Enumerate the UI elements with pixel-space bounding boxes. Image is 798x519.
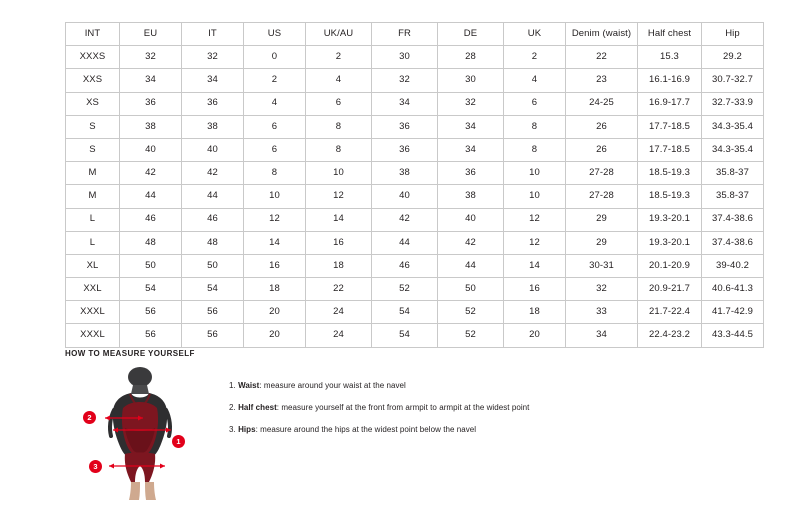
table-row	[66, 92, 764, 115]
column-header-int: INT	[66, 23, 120, 46]
marker-3-hips: 3	[89, 460, 102, 473]
cell-denim: 29	[566, 231, 638, 254]
cell-uk-au: 12	[306, 185, 372, 208]
instruction-term: Hips	[238, 425, 256, 435]
cell-half-chest: 19.3-20.1	[638, 208, 702, 231]
cell-denim: 27-28	[566, 185, 638, 208]
cell-it: 48	[182, 231, 244, 254]
cell-us: 18	[244, 278, 306, 301]
cell-hip: 35.8-37	[702, 185, 764, 208]
cell-fr: 54	[372, 324, 438, 347]
size-chart-table	[65, 22, 764, 348]
cell-eu: 42	[120, 162, 182, 185]
cell-fr: 44	[372, 231, 438, 254]
cell-fr: 42	[372, 208, 438, 231]
cell-de: 40	[438, 208, 504, 231]
table-row	[66, 254, 764, 277]
instruction-text: : measure around your waist at the navel	[259, 381, 406, 390]
cell-de: 50	[438, 278, 504, 301]
cell-half-chest: 17.7-18.5	[638, 115, 702, 138]
cell-fr: 32	[372, 69, 438, 92]
cell-uk: 20	[504, 324, 566, 347]
cell-de: 42	[438, 231, 504, 254]
instruction-number: 3.	[229, 425, 236, 435]
cell-uk-au: 10	[306, 162, 372, 185]
cell-eu: 56	[120, 301, 182, 324]
cell-denim: 30-31	[566, 254, 638, 277]
cell-eu: 56	[120, 324, 182, 347]
cell-half-chest: 18.5-19.3	[638, 162, 702, 185]
cell-half-chest: 17.7-18.5	[638, 138, 702, 161]
cell-uk: 12	[504, 208, 566, 231]
cell-fr: 40	[372, 185, 438, 208]
instruction-half-chest	[229, 403, 765, 413]
cell-it: 46	[182, 208, 244, 231]
cell-us: 20	[244, 301, 306, 324]
cell-uk: 14	[504, 254, 566, 277]
cell-uk: 4	[504, 69, 566, 92]
cell-uk-au: 24	[306, 324, 372, 347]
cell-hip: 35.8-37	[702, 162, 764, 185]
cell-hip: 37.4-38.6	[702, 208, 764, 231]
cell-uk: 8	[504, 115, 566, 138]
cell-int: S	[66, 138, 120, 161]
cell-de: 32	[438, 92, 504, 115]
cell-denim: 23	[566, 69, 638, 92]
cell-fr: 34	[372, 92, 438, 115]
cell-denim: 33	[566, 301, 638, 324]
cell-int: XXXS	[66, 46, 120, 69]
instruction-term: Half chest	[238, 403, 277, 413]
instruction-hips	[229, 425, 765, 435]
cell-hip: 37.4-38.6	[702, 231, 764, 254]
cell-hip: 40.6-41.3	[702, 278, 764, 301]
cell-eu: 48	[120, 231, 182, 254]
cell-eu: 38	[120, 115, 182, 138]
cell-half-chest: 16.9-17.7	[638, 92, 702, 115]
cell-us: 6	[244, 138, 306, 161]
cell-uk-au: 8	[306, 138, 372, 161]
cell-de: 44	[438, 254, 504, 277]
cell-hip: 43.3-44.5	[702, 324, 764, 347]
cell-us: 2	[244, 69, 306, 92]
column-header-fr: FR	[372, 23, 438, 46]
cell-it: 34	[182, 69, 244, 92]
measurement-instructions	[229, 366, 765, 447]
cell-denim: 27-28	[566, 162, 638, 185]
cell-de: 36	[438, 162, 504, 185]
cell-de: 38	[438, 185, 504, 208]
cell-eu: 36	[120, 92, 182, 115]
cell-uk: 8	[504, 138, 566, 161]
column-header-uk-au: UK/AU	[306, 23, 372, 46]
table-header	[66, 23, 764, 46]
cell-half-chest: 16.1-16.9	[638, 69, 702, 92]
cell-uk: 10	[504, 185, 566, 208]
size-chart-table-wrapper	[65, 22, 754, 348]
marker-2-half-chest: 2	[83, 411, 96, 424]
cell-us: 16	[244, 254, 306, 277]
cell-hip: 41.7-42.9	[702, 301, 764, 324]
cell-denim: 34	[566, 324, 638, 347]
table-row	[66, 208, 764, 231]
cell-uk-au: 16	[306, 231, 372, 254]
cell-int: XXXL	[66, 301, 120, 324]
cell-int: L	[66, 208, 120, 231]
column-header-denim-waist: Denim (waist)	[566, 23, 638, 46]
table-row	[66, 46, 764, 69]
cell-it: 42	[182, 162, 244, 185]
column-header-eu: EU	[120, 23, 182, 46]
table-row	[66, 231, 764, 254]
column-header-us: US	[244, 23, 306, 46]
cell-us: 4	[244, 92, 306, 115]
cell-denim: 22	[566, 46, 638, 69]
cell-us: 8	[244, 162, 306, 185]
cell-half-chest: 15.3	[638, 46, 702, 69]
cell-us: 10	[244, 185, 306, 208]
cell-denim: 32	[566, 278, 638, 301]
cell-denim: 26	[566, 115, 638, 138]
table-row	[66, 185, 764, 208]
column-header-it: IT	[182, 23, 244, 46]
table-row	[66, 69, 764, 92]
cell-uk-au: 22	[306, 278, 372, 301]
mannequin-illustration	[83, 366, 203, 501]
cell-hip: 32.7-33.9	[702, 92, 764, 115]
cell-fr: 52	[372, 278, 438, 301]
cell-half-chest: 19.3-20.1	[638, 231, 702, 254]
cell-uk: 18	[504, 301, 566, 324]
table-row	[66, 138, 764, 161]
cell-us: 12	[244, 208, 306, 231]
cell-de: 30	[438, 69, 504, 92]
marker-1-waist: 1	[172, 435, 185, 448]
cell-denim: 24-25	[566, 92, 638, 115]
cell-de: 34	[438, 115, 504, 138]
instruction-number: 2.	[229, 403, 236, 413]
cell-int: M	[66, 185, 120, 208]
cell-us: 20	[244, 324, 306, 347]
cell-it: 56	[182, 301, 244, 324]
cell-fr: 36	[372, 115, 438, 138]
cell-it: 44	[182, 185, 244, 208]
cell-half-chest: 18.5-19.3	[638, 185, 702, 208]
how-to-measure-title: HOW TO MEASURE YOURSELF	[65, 349, 195, 358]
cell-denim: 26	[566, 138, 638, 161]
cell-uk-au: 18	[306, 254, 372, 277]
cell-de: 52	[438, 301, 504, 324]
cell-hip: 30.7-32.7	[702, 69, 764, 92]
cell-half-chest: 20.9-21.7	[638, 278, 702, 301]
cell-us: 14	[244, 231, 306, 254]
table-row	[66, 162, 764, 185]
cell-int: XS	[66, 92, 120, 115]
cell-fr: 46	[372, 254, 438, 277]
how-to-measure-section	[65, 349, 765, 501]
table-row	[66, 115, 764, 138]
cell-eu: 54	[120, 278, 182, 301]
cell-eu: 32	[120, 46, 182, 69]
cell-fr: 30	[372, 46, 438, 69]
cell-uk-au: 24	[306, 301, 372, 324]
cell-int: XXS	[66, 69, 120, 92]
cell-uk: 12	[504, 231, 566, 254]
cell-hip: 39-40.2	[702, 254, 764, 277]
cell-eu: 40	[120, 138, 182, 161]
cell-de: 28	[438, 46, 504, 69]
table-row	[66, 278, 764, 301]
cell-fr: 54	[372, 301, 438, 324]
column-header-half-chest: Half chest	[638, 23, 702, 46]
how-to-measure-body	[65, 366, 765, 501]
cell-eu: 50	[120, 254, 182, 277]
cell-de: 34	[438, 138, 504, 161]
column-header-hip: Hip	[702, 23, 764, 46]
cell-it: 50	[182, 254, 244, 277]
instruction-text: : measure around the hips at the widest point below the navel	[255, 425, 477, 435]
table-row	[66, 324, 764, 347]
cell-int: M	[66, 162, 120, 185]
cell-us: 0	[244, 46, 306, 69]
cell-uk-au: 14	[306, 208, 372, 231]
cell-int: XXXL	[66, 324, 120, 347]
table-body	[66, 46, 764, 347]
table-header-row	[66, 23, 764, 46]
instruction-text: : measure yourself at the front from armpit to armpit at the widest point	[276, 403, 530, 413]
cell-hip: 29.2	[702, 46, 764, 69]
cell-fr: 38	[372, 162, 438, 185]
cell-uk-au: 8	[306, 115, 372, 138]
cell-int: S	[66, 115, 120, 138]
cell-half-chest: 21.7-22.4	[638, 301, 702, 324]
cell-eu: 34	[120, 69, 182, 92]
cell-de: 52	[438, 324, 504, 347]
column-header-de: DE	[438, 23, 504, 46]
cell-uk: 2	[504, 46, 566, 69]
instruction-term: Waist	[238, 381, 260, 390]
cell-int: XL	[66, 254, 120, 277]
cell-eu: 44	[120, 185, 182, 208]
cell-it: 40	[182, 138, 244, 161]
cell-uk: 10	[504, 162, 566, 185]
column-header-uk: UK	[504, 23, 566, 46]
cell-half-chest: 22.4-23.2	[638, 324, 702, 347]
cell-uk-au: 2	[306, 46, 372, 69]
cell-it: 56	[182, 324, 244, 347]
cell-it: 36	[182, 92, 244, 115]
cell-us: 6	[244, 115, 306, 138]
cell-it: 32	[182, 46, 244, 69]
cell-it: 54	[182, 278, 244, 301]
cell-uk: 16	[504, 278, 566, 301]
cell-eu: 46	[120, 208, 182, 231]
cell-half-chest: 20.1-20.9	[638, 254, 702, 277]
cell-uk-au: 6	[306, 92, 372, 115]
cell-it: 38	[182, 115, 244, 138]
cell-hip: 34.3-35.4	[702, 115, 764, 138]
cell-denim: 29	[566, 208, 638, 231]
cell-uk: 6	[504, 92, 566, 115]
instruction-number: 1.	[229, 381, 236, 390]
mannequin-figure	[83, 366, 203, 501]
instruction-waist	[229, 381, 765, 391]
cell-fr: 36	[372, 138, 438, 161]
cell-int: XXL	[66, 278, 120, 301]
table-row	[66, 301, 764, 324]
cell-int: L	[66, 231, 120, 254]
cell-hip: 34.3-35.4	[702, 138, 764, 161]
cell-uk-au: 4	[306, 69, 372, 92]
